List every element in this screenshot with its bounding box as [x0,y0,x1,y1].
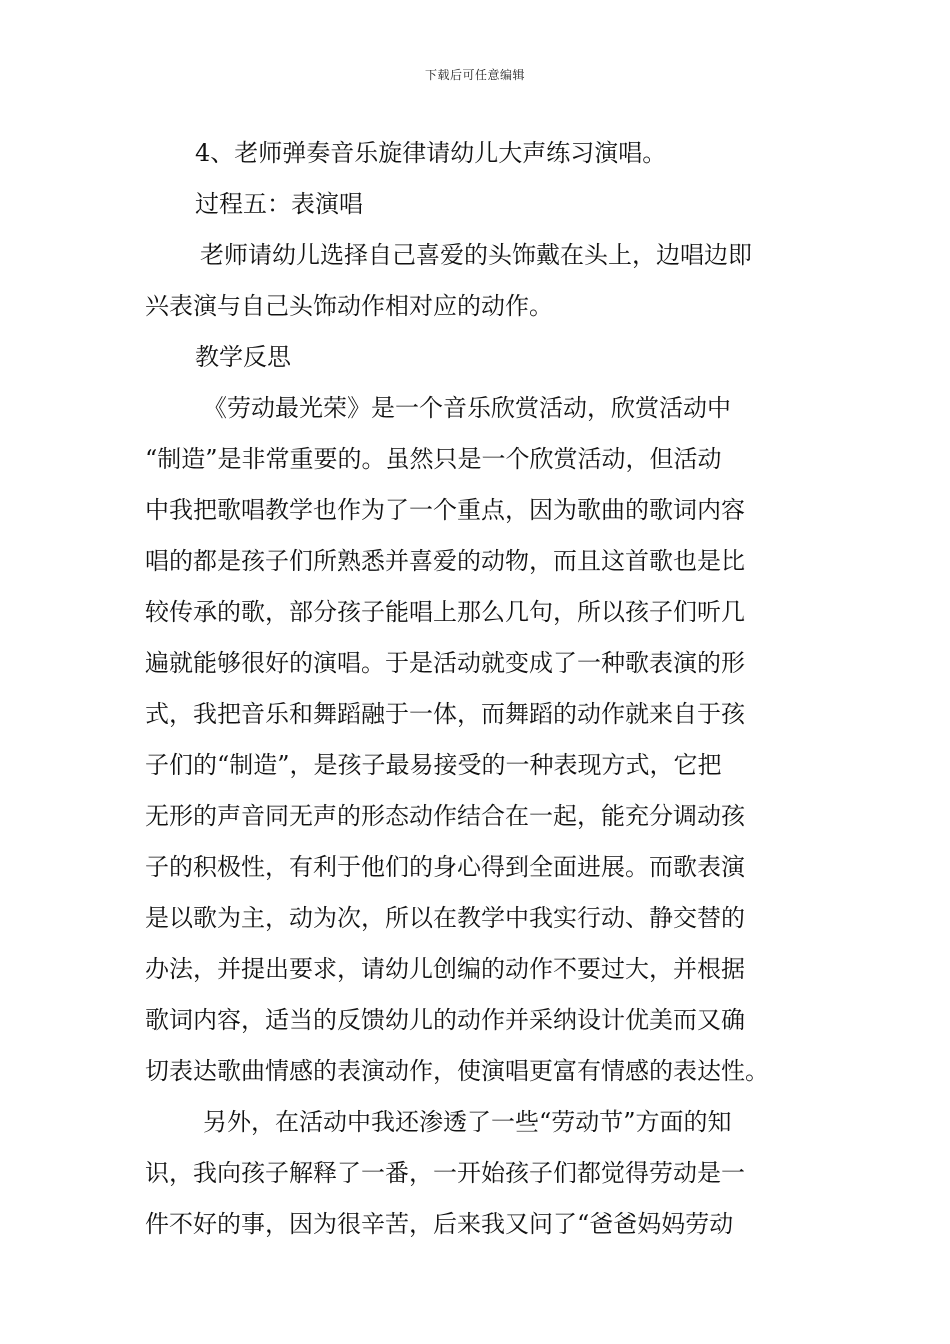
document-body [145,128,810,1250]
text-line: 子们的“制造”，是孩子最易接受的一种表现方式，它把 [145,751,722,779]
text-line: 件不好的事，因为很辛苦，后来我又问了“爸爸妈妈劳动 [145,1210,734,1238]
text-line: 中我把歌唱教学也作为了一个重点，因为歌曲的歌词内容 [145,496,745,524]
text-line: 式，我把音乐和舞蹈融于一体，而舞蹈的动作就来自于孩 [145,700,745,728]
text-line: “制造”是非常重要的。虽然只是一个欣赏活动，但活动 [145,445,722,473]
section-heading: 过程五：表演唱 [195,190,363,218]
text-line: 兴表演与自己头饰动作相对应的动作。 [145,292,553,320]
text-line: 识，我向孩子解释了一番，一开始孩子们都觉得劳动是一 [145,1159,745,1187]
page-header: 下载后可任意编辑 [424,68,525,82]
text-line: 较传承的歌，部分孩子能唱上那么几句，所以孩子们听几 [145,598,745,626]
text-line: 遍就能够很好的演唱。于是活动就变成了一种歌表演的形 [145,649,745,677]
text-line: 《劳动最光荣》是一个音乐欣赏活动，欣赏活动中 [203,394,731,422]
text-line: 4、老师弹奏音乐旋律请幼儿大声练习演唱。 [195,139,667,167]
section-heading: 教学反思 [195,343,291,371]
text-line: 切表达歌曲情感的表演动作，使演唱更富有情感的表达性。 [145,1057,769,1085]
text-line: 歌词内容，适当的反馈幼儿的动作并采纳设计优美而又确 [145,1006,745,1034]
text-line: 办法，并提出要求，请幼儿创编的动作不要过大，并根据 [145,955,745,983]
text-line: 子的积极性，有利于他们的身心得到全面进展。而歌表演 [145,853,745,881]
text-line: 无形的声音同无声的形态动作结合在一起，能充分调动孩 [145,802,745,830]
text-line: 是以歌为主，动为次，所以在教学中我实行动、静交替的 [145,904,745,932]
text-line: 老师请幼儿选择自己喜爱的头饰戴在头上，边唱边即 [200,241,752,269]
text-line: 另外，在活动中我还渗透了一些“劳动节”方面的知 [203,1108,732,1136]
text-line: 唱的都是孩子们所熟悉并喜爱的动物，而且这首歌也是比 [145,547,745,575]
